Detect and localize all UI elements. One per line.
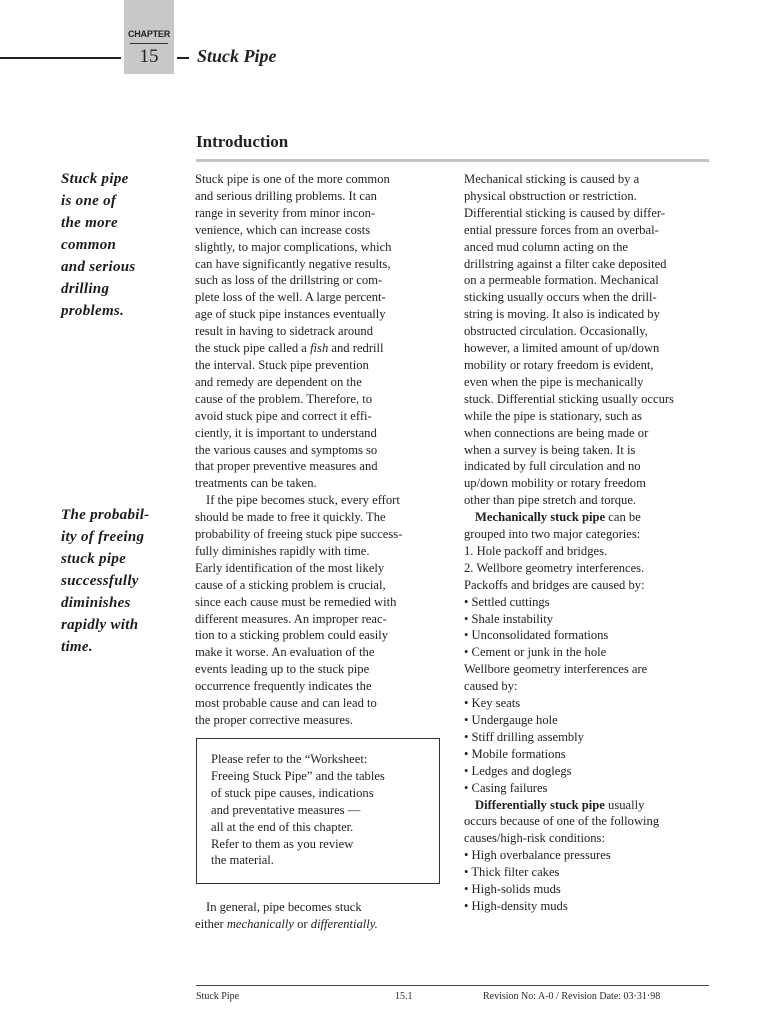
header-rule-right: [177, 57, 189, 59]
text-line: ciently, it is important to understand: [195, 425, 377, 440]
text-fragment: or: [293, 916, 311, 931]
list-item: • High-solids muds: [464, 882, 561, 897]
footer-revision: Revision No: A-0 / Revision Date: 03·31·98: [483, 991, 661, 1002]
text-line: that proper preventive measures and: [195, 459, 378, 474]
text-line: string is moving. It also is indicated by: [464, 307, 660, 322]
text-line: plete loss of the well. A large percent-: [195, 290, 386, 305]
list-item: • Cement or junk in the hole: [464, 645, 607, 660]
term-differentially: differentially.: [310, 916, 378, 931]
text-line: the various causes and symptoms so: [195, 442, 378, 457]
text-line: avoid stuck pipe and correct it effi-: [195, 408, 372, 423]
text-line: grouped into two major categories:: [464, 527, 641, 542]
text-line: tion to a sticking problem could easily: [195, 628, 389, 643]
text-line: mobility or rotary freedom is evident,: [464, 357, 654, 372]
header-rule-left: [0, 57, 121, 59]
sidenote-line: ity of freeing: [61, 529, 145, 545]
text-line: different measures. An improper reac-: [195, 611, 387, 626]
text-line: drillstring against a filter cake deposited: [464, 256, 667, 271]
list-item: • Casing failures: [464, 780, 548, 795]
text-fragment: either: [195, 916, 227, 931]
sidenote-line: the more: [61, 215, 118, 231]
text-line: physical obstruction or restriction.: [464, 188, 637, 203]
text-line: range in severity from minor incon-: [195, 205, 376, 220]
text-line: indicated by full circulation and no: [464, 459, 641, 474]
section-heading: Introduction: [196, 132, 289, 151]
note-line: Please refer to the “Worksheet:: [211, 752, 368, 766]
text-line: [464, 797, 714, 814]
text-line: obstructed circulation. Occasionally,: [464, 324, 648, 339]
text-line: venience, which can increase costs: [195, 222, 371, 237]
body-column-right: [464, 171, 714, 915]
text-line: however, a limited amount of up/down: [464, 341, 660, 356]
text-line: age of stuck pipe instances eventually: [195, 307, 386, 322]
text-line: stuck. Differential sticking usually occurs: [464, 391, 674, 406]
text-line: [464, 509, 714, 526]
text-line: cause of a sticking problem is crucial,: [195, 577, 386, 592]
text-line: can have significantly negative results,: [195, 256, 391, 271]
text-line: and remedy are dependent on the: [195, 374, 362, 389]
sidenote-line: stuck pipe: [61, 551, 127, 567]
text-line: the proper corrective measures.: [195, 713, 354, 727]
text-line: Mechanical sticking is caused by a: [464, 172, 640, 186]
footer-page-number: 15.1: [395, 991, 413, 1002]
note-line: Refer to them as you review: [211, 836, 354, 851]
list-item: • Shale instability: [464, 611, 554, 626]
text-fragment: the stuck pipe called a: [195, 341, 311, 356]
text-line: Stuck pipe is one of the more common: [195, 172, 390, 186]
sidenote-line: problems.: [61, 303, 125, 319]
term-differentially-stuck-pipe: Differentially stuck pipe: [475, 797, 605, 812]
text-line: fully diminishes rapidly with time.: [195, 543, 370, 558]
text-line: since each cause must be remedied with: [195, 594, 397, 609]
text-line: occurs because of one of the following: [464, 814, 660, 829]
chapter-label: CHAPTER: [127, 29, 171, 39]
text-line: make it worse. An evaluation of the: [195, 645, 375, 660]
footer-rule: [196, 985, 709, 986]
note-line: and preventative measures —: [211, 802, 361, 817]
text-line: In general, pipe becomes stuck: [206, 900, 362, 914]
note-line: the material.: [211, 853, 274, 868]
text-line: [195, 916, 378, 933]
text-line: when connections are being made or: [464, 425, 649, 440]
chapter-tab-divider: [130, 43, 168, 44]
note-line: all at the end of this chapter.: [211, 819, 354, 834]
list-item: • Undergauge hole: [464, 713, 558, 727]
list-item: • Stiff drilling assembly: [464, 729, 584, 744]
text-fragment: and redrill: [328, 341, 384, 356]
text-line: probability of freeing stuck pipe success-: [195, 527, 403, 542]
body-column-left: [195, 171, 445, 729]
footer-chapter-name: Stuck Pipe: [196, 991, 240, 1002]
sidenote-line: is one of: [61, 193, 117, 209]
sidenote-line: drilling: [61, 281, 110, 297]
list-item: • Unconsolidated formations: [464, 628, 609, 643]
sidenote-line: The probabil-: [61, 507, 150, 523]
text-line: when a survey is being taken. It is: [464, 442, 636, 457]
text-line: should be made to free it quickly. The: [195, 510, 386, 525]
text-line: on a permeable formation. Mechanical: [464, 273, 659, 288]
text-line: occurrence frequently indicates the: [195, 679, 372, 694]
text-line: result in having to sidetrack around: [195, 324, 374, 339]
closing-paragraph: [195, 899, 378, 933]
list-item: • Thick filter cakes: [464, 865, 560, 880]
list-item: • Ledges and doglegs: [464, 763, 572, 778]
list-item: • Settled cuttings: [464, 594, 550, 609]
text-line: Differential sticking is caused by differ-: [464, 205, 666, 220]
text-fragment: usually: [604, 797, 645, 812]
text-line: causes/high-risk conditions:: [464, 831, 605, 846]
text-line: Packoffs and bridges are caused by:: [464, 577, 645, 592]
text-line: Early identification of the most likely: [195, 560, 385, 575]
sidenote-stuck-pipe: [61, 168, 181, 322]
text-line: treatments can be taken.: [195, 476, 317, 491]
list-item: • Mobile formations: [464, 746, 566, 761]
text-line: ential pressure forces from an overbal-: [464, 222, 659, 237]
text-line: Wellbore geometry interferences are: [464, 662, 648, 677]
note-line: of stuck pipe causes, indications: [211, 785, 374, 800]
reference-note-text: [211, 751, 385, 869]
sidenote-line: Stuck pipe: [61, 171, 129, 187]
text-line: the interval. Stuck pipe prevention: [195, 357, 369, 372]
sidenote-line: time.: [61, 639, 93, 655]
term-fish: fish: [310, 341, 329, 356]
sidenote-line: and serious: [61, 259, 136, 275]
text-line: such as loss of the drillstring or com-: [195, 273, 383, 288]
text-line: while the pipe is stationary, such as: [464, 408, 642, 423]
sidenote-line: common: [61, 237, 117, 253]
text-line: anced mud column acting on the: [464, 239, 629, 254]
chapter-number: 15: [139, 46, 159, 67]
sidenote-line: successfully: [61, 573, 139, 589]
term-mechanically: mechanically: [226, 916, 294, 931]
text-line: 2. Wellbore geometry interferences.: [464, 560, 645, 575]
text-line: most probable cause and can lead to: [195, 696, 377, 711]
text-line-fish: [195, 340, 445, 357]
text-fragment: can be: [605, 510, 641, 525]
text-line: 1. Hole packoff and bridges.: [464, 543, 608, 558]
term-mechanically-stuck-pipe: Mechanically stuck pipe: [475, 510, 606, 525]
chapter-tab: [124, 0, 174, 74]
text-line: sticking usually occurs when the drill-: [464, 290, 657, 305]
text-line: even when the pipe is mechanically: [464, 374, 644, 389]
text-line: caused by:: [464, 679, 518, 694]
sidenote-line: diminishes: [61, 595, 131, 611]
text-line: up/down mobility or rotary freedom: [464, 476, 646, 491]
list-item: • High-density muds: [464, 898, 568, 913]
list-item: • High overbalance pressures: [464, 848, 611, 863]
sidenote-line: rapidly with: [61, 617, 139, 633]
text-line: events leading up to the stuck pipe: [195, 662, 370, 677]
text-line: other than pipe stretch and torque.: [464, 493, 637, 508]
text-line: slightly, to major complications, which: [195, 239, 392, 254]
text-line: and serious drilling problems. It can: [195, 188, 377, 203]
list-item: • Key seats: [464, 696, 521, 711]
text-line: cause of the problem. Therefore, to: [195, 391, 373, 406]
reference-note-box: [196, 738, 440, 884]
sidenote-probability: [61, 504, 181, 658]
chapter-title: Stuck Pipe: [197, 46, 277, 66]
section-heading-rule: [196, 159, 709, 162]
text-line: If the pipe becomes stuck, every effort: [206, 493, 400, 508]
note-line: Freeing Stuck Pipe” and the tables: [211, 768, 385, 783]
